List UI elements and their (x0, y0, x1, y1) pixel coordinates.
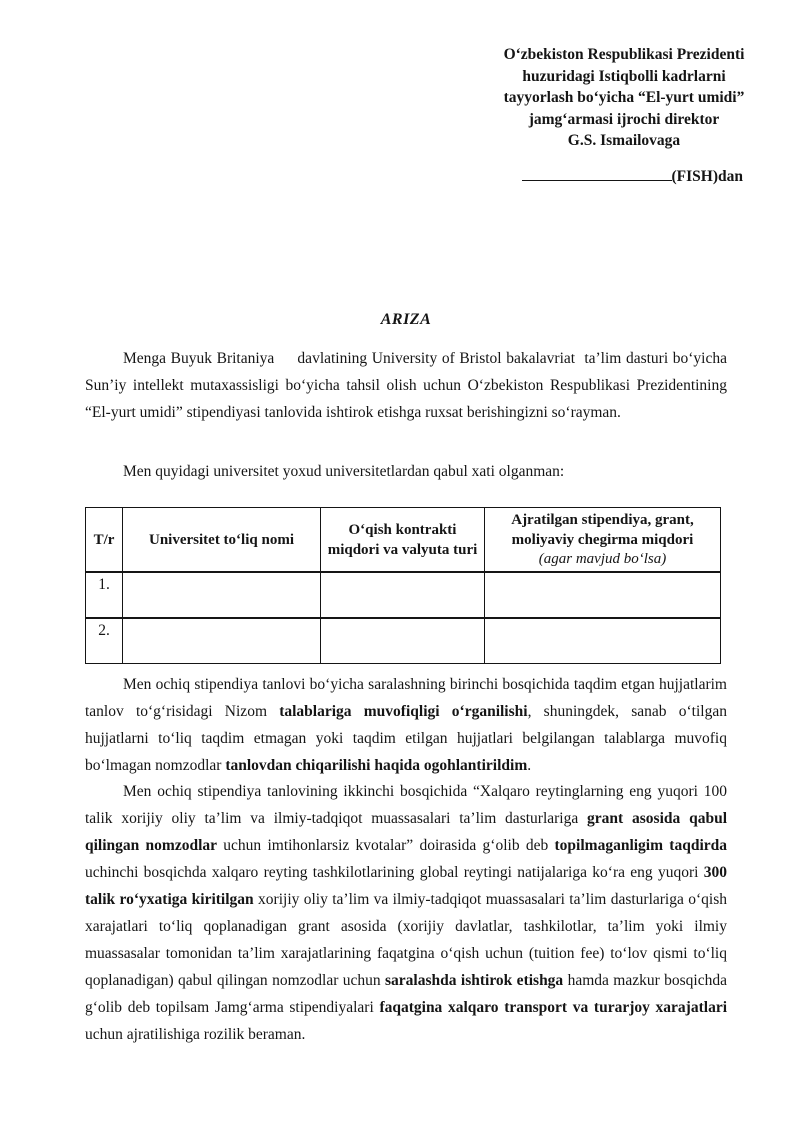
row1-university-cell (123, 572, 321, 618)
fish-label: (FISH)dan (671, 168, 743, 185)
table-header-university: Universitet to‘liq nomi (123, 508, 321, 573)
recipient-line: huzuridagi Istiqbolli kadrlarni (522, 67, 726, 85)
row1-grant-cell (485, 572, 721, 618)
recipient-line: tayyorlash bo‘yicha “El-yurt umidi” (503, 89, 745, 106)
recipient-block (452, 44, 796, 152)
paragraph-first-stage-warning: Men ochiq stipendiya tanlovi bo‘yicha saralashning birinchi bosqichida taqdim etgan hujjatlarim tanlov to‘g‘risidagi Nizom talablariga muvofiqligi o‘rganilishi, shuningdek, sanab o‘tilgan hujjatlarni to‘liq taqdim etmagan yoki taqdim etilgan hujjatlari belgilangan talablarga muvofiq bo‘lmagan nomzodlar tanlovdan chiqarilishi haqida ogohlantirildim. (85, 676, 727, 774)
table-header-grant (485, 508, 721, 573)
document-title: ARIZA (380, 311, 432, 328)
table-header-grant-note: (agar mavjud bo‘lsa) (538, 551, 667, 567)
recipient-line: jamg‘armasi ijrochi direktor (528, 110, 720, 128)
row1-index-cell: 1. (86, 572, 123, 618)
signature-blank-line (522, 166, 672, 181)
table-header-grant-label: Ajratilgan stipendiya, grant, moliyaviy chegirma miqdori (511, 512, 694, 548)
paragraph-second-stage-consent: Men ochiq stipendiya tanlovining ikkinchi bosqichida “Xalqaro reytinglarning eng yuqori 100 talik xorijiy oliy ta’lim va ilmiy-tadqiqot muassasalari ta’lim dasturlariga grant asosida qabul qilingan nomzodlar uchun imtihonlarsiz kvotalar” doirasida g‘olib deb topilmaganligim taqdirda uchinchi bosqichda xalqaro reyting tashkilotlarining global reytingi natijalariga ko‘ra eng yuqori 300 talik ro‘yxatiga kiritilgan xorijiy oliy ta’lim va ilmiy-tadqiqot muassasalari ta’lim dasturlariga o‘qish xarajatlari to‘liq qoplanadigan grant asosida (xorijiy davlatlar, tashkilotlar, ta’lim yoki ilmiy muassasalar tomonidan ta’lim xarajatlarining faqatgina o‘qish uchun (tuition fee) to‘lov qismi to‘liq qoplanadigan) qabul qilingan nomzodlar uchun saralashda ishtirok etishga hamda mazkur bosqichda g‘olib deb topilsam Jamg‘arma stipendiyalari faqatgina xalqaro transport va turarjoy xarajatlari uchun ajratilishiga rozilik beraman. (85, 783, 728, 1043)
row1-contract-cell (321, 572, 485, 618)
table-header-row (86, 508, 721, 573)
paragraph-admission-intro: Men quyidagi universitet yoxud universitetlardan qabul xati olganman: (123, 463, 565, 480)
table-header-contract: O‘qish kontrakti miqdori va valyuta turi (321, 508, 485, 573)
row2-index-cell: 2. (86, 618, 123, 664)
universities-table (85, 507, 721, 664)
applicant-from-line (522, 166, 744, 187)
recipient-line: G.S. Ismailovaga (567, 132, 681, 149)
table-row (86, 572, 721, 618)
table-header-tr: T/r (86, 508, 123, 573)
row2-grant-cell (485, 618, 721, 664)
paragraph-request: Menga Buyuk Britaniya davlatining University of Bristol bakalavriat ta’lim dasturi bo‘yicha Sun’iy intellekt mutaxassisligi bo‘yicha tahsil olish uchun O‘zbekiston Respublikasi Prezidentining “El-yurt umidi” stipendiyasi tanlovida ishtirok etishga ruxsat berishingizni so‘rayman. (85, 350, 727, 421)
table-row (86, 618, 721, 664)
row2-contract-cell (321, 618, 485, 664)
row2-university-cell (123, 618, 321, 664)
recipient-line: O‘zbekiston Respublikasi Prezidenti (503, 46, 745, 63)
